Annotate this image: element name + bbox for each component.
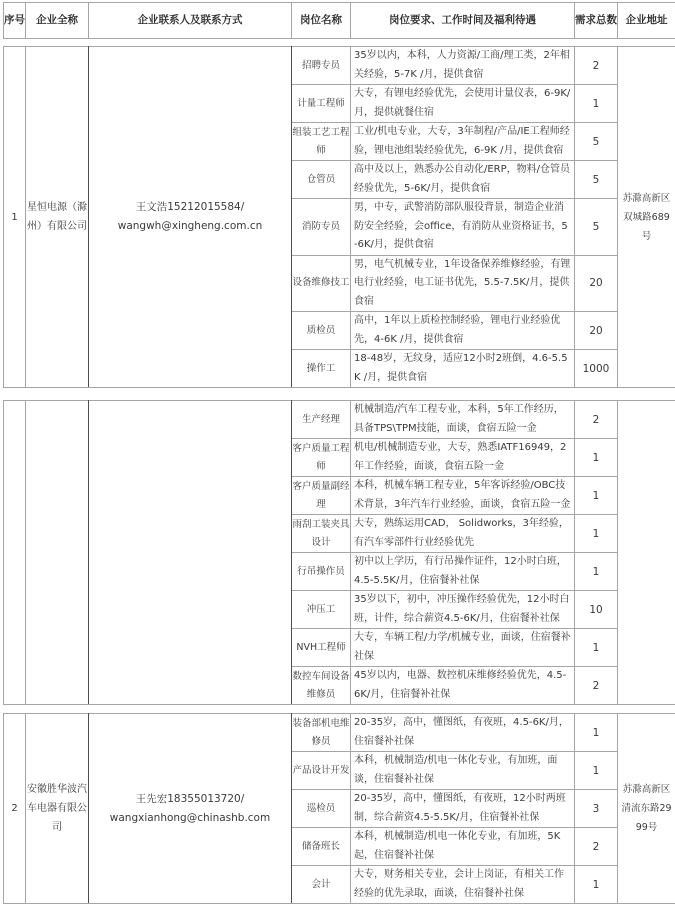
job-title-cell: 巡检员 <box>292 790 351 828</box>
continuation-section <box>3 400 675 705</box>
job-desc-cell: 大专，有锂电经验优先，会使用计量仪表，6-9K/月，提供就餐住宿 <box>351 85 575 123</box>
job-row <box>4 714 675 752</box>
headcount-cell: 1 <box>575 553 618 591</box>
job-title-cell: 冲压工 <box>292 591 351 629</box>
col-header-company: 企业全称 <box>26 3 89 39</box>
job-desc-cell: 男，中专，武警消防部队服役背景，制造企业消防安全经验，会office，有消防从业资格证书，5-6K/月，提供食宿 <box>351 199 575 256</box>
job-desc-cell: 35岁以内，本科，人力资源/工商/理工类，2年相关经验，5-7K /月，提供食宿 <box>351 47 575 85</box>
job-desc-cell: 高中及以上，熟悉办公自动化/ERP，物料/仓管员经验优先，5-6K/月，提供食宿 <box>351 161 575 199</box>
job-desc-cell: 机电/机械制造专业，大专，熟悉IATF16949，2年工作经验，面谈，食宿五险一金 <box>351 439 575 477</box>
job-desc-cell: 20-35岁，高中，懂图纸，有夜班，4.5-6K/月，住宿餐补社保 <box>351 714 575 752</box>
job-title-cell: 生产经理 <box>292 401 351 439</box>
job-desc-cell: 18-48岁，无纹身，适应12小时2班倒，4.6-5.5K /月，提供食宿 <box>351 350 575 388</box>
job-title-cell: 设备维修技工 <box>292 255 351 312</box>
job-title-cell: 客户质量副经理 <box>292 477 351 515</box>
headcount-cell: 2 <box>575 47 618 85</box>
job-title-cell: NVH工程师 <box>292 629 351 667</box>
job-title-cell: 雨刮工装夹具设计 <box>292 515 351 553</box>
job-desc-cell: 工业/机电专业，大专，3年制程/产品/IE工程师经验，锂电池组装经验优先，6-9K /月，提供食宿 <box>351 123 575 161</box>
job-title-cell: 计量工程师 <box>292 85 351 123</box>
company-name-cell <box>26 401 89 705</box>
job-title-cell: 仓管员 <box>292 161 351 199</box>
seq-cell <box>4 401 26 705</box>
address-cell: 苏滁高新区双城路689号 <box>618 47 675 388</box>
headcount-cell: 1 <box>575 477 618 515</box>
col-header-headcount: 需求总数 <box>575 3 618 39</box>
job-desc-cell: 男，电气机械专业，1年设备保养维修经验，有锂电行业经验，电工证书优先，5.5-7.5K/月，提供食宿 <box>351 255 575 312</box>
address-cell: 苏滁高新区清流东路2999号 <box>618 714 675 904</box>
contact-email: wangwh@xingheng.com.cn <box>89 217 291 236</box>
table-header-row <box>4 3 675 39</box>
job-desc-cell: 机械制造/汽车工程专业，本科，5年工作经历，具备TPS\TPM技能，面谈，食宿五险一金 <box>351 401 575 439</box>
job-desc-cell: 大专，熟练运用CAD， Solidworks，3年经验，有汽车零部件行业经验优先 <box>351 515 575 553</box>
company-1-section <box>3 46 675 388</box>
job-title-cell: 会计 <box>292 866 351 904</box>
job-row <box>4 401 675 439</box>
contact-name-phone: 王文浩15212015584/ <box>89 198 291 217</box>
job-row <box>4 47 675 85</box>
headcount-cell: 1 <box>575 439 618 477</box>
headcount-cell: 2 <box>575 667 618 705</box>
job-desc-cell: 初中以上学历，有行吊操作证件，12小时白班，4.5-5.5K/月，住宿餐补社保 <box>351 553 575 591</box>
job-title-cell: 装备部机电维修员 <box>292 714 351 752</box>
headcount-cell: 2 <box>575 828 618 866</box>
job-desc-cell: 大专，车辆工程/力学/机械专业，面谈，住宿餐补社保 <box>351 629 575 667</box>
headcount-cell: 1 <box>575 85 618 123</box>
address-cell <box>618 401 675 705</box>
col-header-job-title: 岗位名称 <box>292 3 351 39</box>
headcount-cell: 1 <box>575 515 618 553</box>
headcount-cell: 5 <box>575 123 618 161</box>
job-desc-cell: 高中，1年以上质检控制经验，锂电行业经验优先，4-6K /月，提供食宿 <box>351 312 575 350</box>
job-title-cell: 质检员 <box>292 312 351 350</box>
job-desc-cell: 45岁以内，电器、数控机床维修经验优先，4.5-6K/月，住宿餐补社保 <box>351 667 575 705</box>
col-header-contact: 企业联系人及联系方式 <box>89 3 292 39</box>
table-header <box>3 2 675 39</box>
headcount-cell: 20 <box>575 312 618 350</box>
headcount-cell: 1 <box>575 866 618 904</box>
job-title-cell: 数控车间设备维修员 <box>292 667 351 705</box>
job-title-cell: 产品设计开发 <box>292 752 351 790</box>
job-desc-cell: 本科，机械车辆工程专业，5年客诉经验/OBC技术背景，3年汽车行业经验，面谈，食宿五险一金 <box>351 477 575 515</box>
job-title-cell: 消防专员 <box>292 199 351 256</box>
headcount-cell: 1 <box>575 629 618 667</box>
job-title-cell: 组装工艺工程师 <box>292 123 351 161</box>
job-desc-cell: 20-35岁，高中，懂图纸，有夜班，12小时两班制，综合薪资4.5-5.5K/月，住宿餐补社保 <box>351 790 575 828</box>
headcount-cell: 3 <box>575 790 618 828</box>
headcount-cell: 10 <box>575 591 618 629</box>
headcount-cell: 20 <box>575 255 618 312</box>
job-desc-cell: 本科，机械制造/机电一体化专业，有加班，5K起，住宿餐补社保 <box>351 828 575 866</box>
headcount-cell: 5 <box>575 199 618 256</box>
job-desc-cell: 本科，机械制造/机电一体化专业，有加班，面谈，住宿餐补社保 <box>351 752 575 790</box>
headcount-cell: 5 <box>575 161 618 199</box>
headcount-cell: 1 <box>575 714 618 752</box>
company-name-cell: 安徽胜华波汽车电器有限公司 <box>26 714 89 904</box>
contact-cell <box>89 714 292 904</box>
job-desc-cell: 大专，财务相关专业，会计上岗证，有相关工作经验的优先录取，面谈，住宿餐补社保 <box>351 866 575 904</box>
headcount-cell: 1 <box>575 752 618 790</box>
seq-cell: 2 <box>4 714 26 904</box>
job-title-cell: 行吊操作员 <box>292 553 351 591</box>
job-title-cell: 招聘专员 <box>292 47 351 85</box>
col-header-address: 企业地址 <box>618 3 675 39</box>
job-title-cell: 储备班长 <box>292 828 351 866</box>
col-header-requirements: 岗位要求、工作时间及福利待遇 <box>351 3 575 39</box>
company-2-section <box>3 713 675 904</box>
job-title-cell: 客户质量工程师 <box>292 439 351 477</box>
contact-email: wangxianhong@chinashb.com <box>89 809 291 828</box>
headcount-cell: 1000 <box>575 350 618 388</box>
contact-cell <box>89 401 292 705</box>
job-title-cell: 操作工 <box>292 350 351 388</box>
company-name-cell: 星恒电源（滁州）有限公司 <box>26 47 89 388</box>
col-header-seq: 序号 <box>4 3 26 39</box>
seq-cell: 1 <box>4 47 26 388</box>
headcount-cell: 2 <box>575 401 618 439</box>
contact-name-phone: 王先宏18355013720/ <box>89 790 291 809</box>
contact-cell <box>89 47 292 388</box>
job-desc-cell: 35岁以下，初中，冲压操作经验优先，12小时白班，计件，综合薪资4.5-6K/月，住宿餐补社保 <box>351 591 575 629</box>
